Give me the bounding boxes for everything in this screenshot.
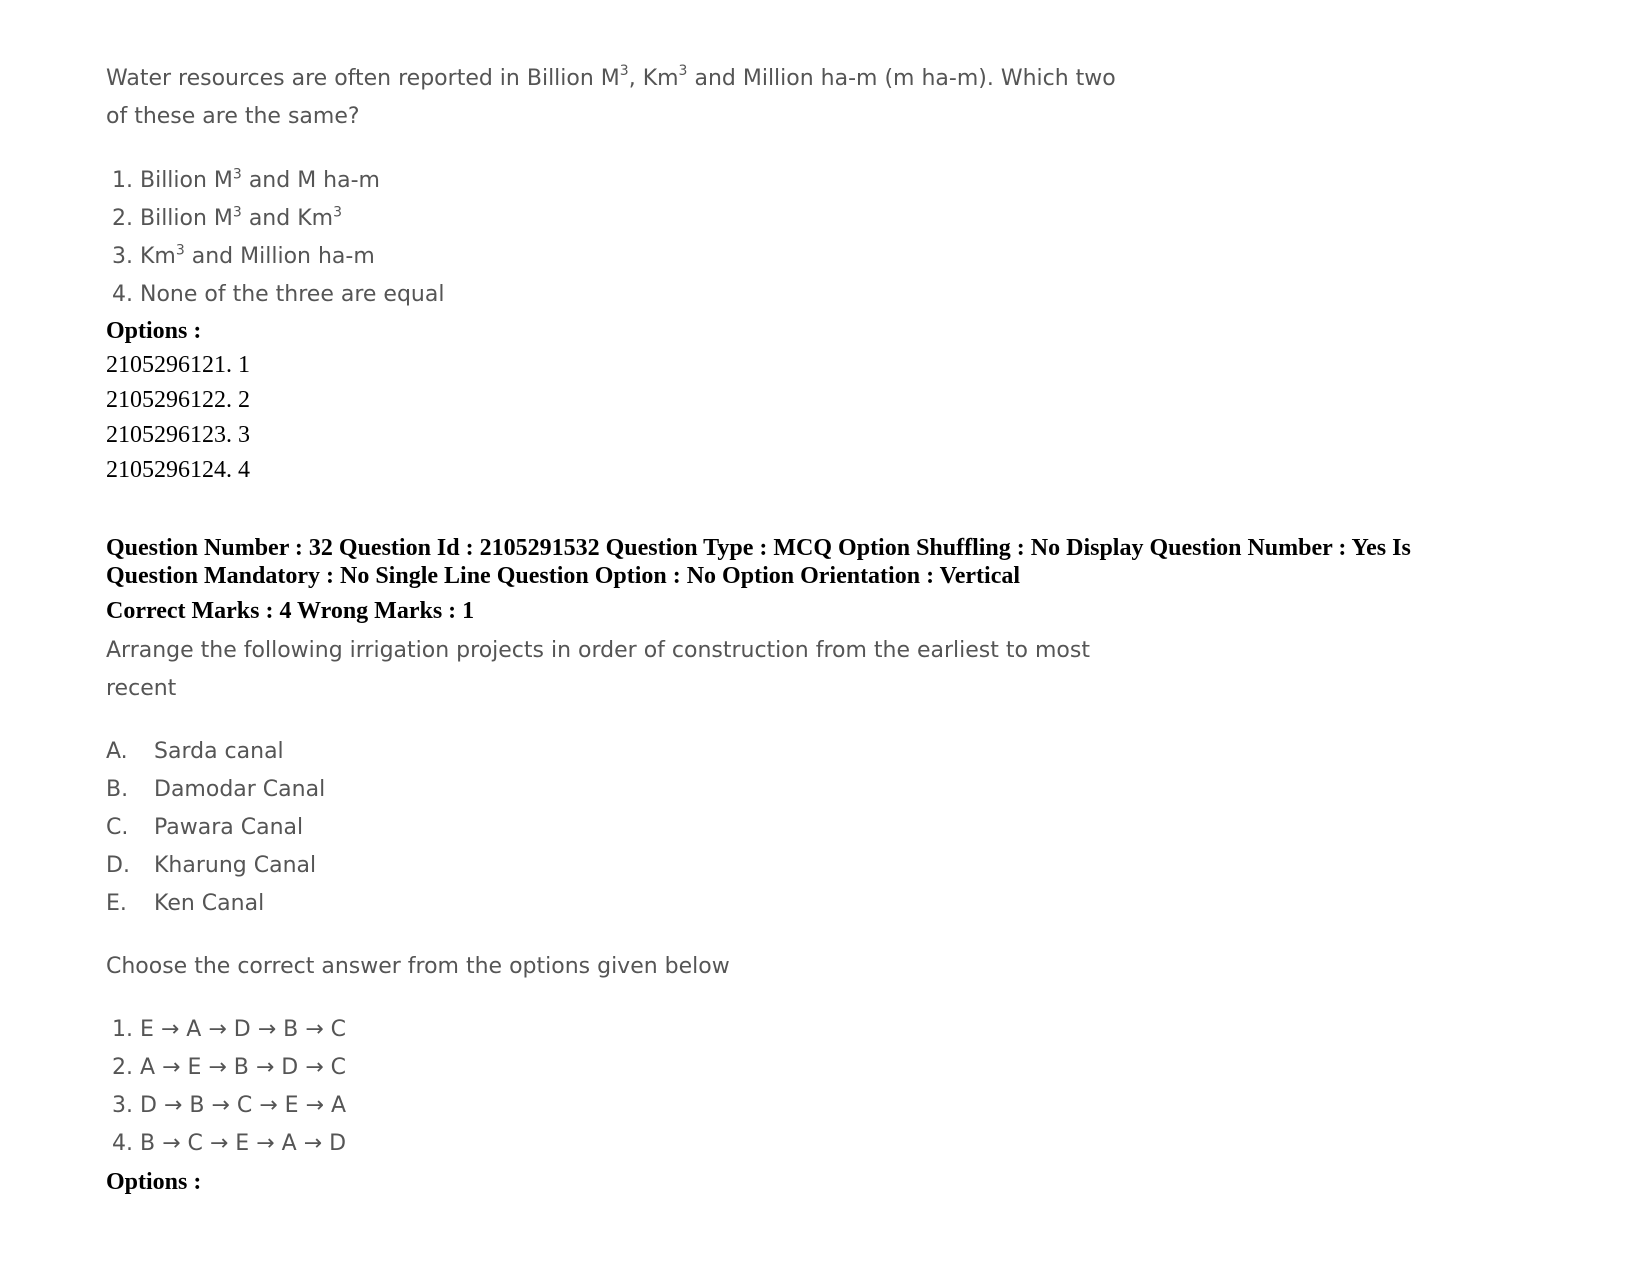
q31-choice-1-pre: 1. Billion M	[112, 168, 233, 193]
q32-stem-line2: recent	[106, 676, 177, 701]
q31-choice-3	[112, 242, 375, 272]
q31-stem-sup1: 3	[619, 62, 629, 79]
q31-option-2: 2105296122. 2	[106, 387, 250, 413]
q32-item-c-letter: C.	[106, 815, 129, 840]
q32-item-a-letter: A.	[106, 739, 128, 764]
q31-option-4: 2105296124. 4	[106, 457, 250, 483]
q32-meta	[106, 534, 1526, 590]
q32-item-b-letter: B.	[106, 777, 129, 802]
q31-choice-3-post: and Million ha-m	[184, 244, 375, 269]
q31-choice-4-pre: 4. None of the three are equal	[112, 282, 445, 307]
q32-choice-4: 4. B → C → E → A → D	[112, 1131, 347, 1156]
q31-choice-1-post: and M ha-m	[241, 168, 380, 193]
q31-stem-sup2: 3	[678, 62, 688, 79]
q31-stem-part3: and Million ha-m (m ha-m). Which two	[687, 66, 1116, 91]
q32-item-d-text: Kharung Canal	[154, 853, 317, 878]
q31-choice-2-sup2: 3	[333, 204, 342, 221]
q32-item-c-text: Pawara Canal	[154, 815, 304, 840]
q31-option-3: 2105296123. 3	[106, 422, 250, 448]
q31-choice-1	[112, 166, 380, 196]
q32-item-b	[106, 775, 325, 805]
q32-marks: Correct Marks : 4 Wrong Marks : 1	[106, 598, 475, 624]
q32-choice-2: 2. A → E → B → D → C	[112, 1055, 347, 1080]
q31-choice-2	[112, 204, 342, 234]
q31-option-1: 2105296121. 1	[106, 352, 250, 378]
q32-meta-line1: Question Number : 32 Question Id : 2105291532 Question Type : MCQ Option Shuffling : No Display Question Number : Yes Is	[106, 535, 1411, 561]
q32-options-label: Options :	[106, 1169, 202, 1195]
q32-instruction: Choose the correct answer from the options given below	[106, 954, 730, 979]
q32-item-e-text: Ken Canal	[154, 891, 265, 916]
q32-choice-1: 1. E → A → D → B → C	[112, 1017, 347, 1042]
q31-choice-2-post: and Km	[241, 206, 334, 231]
q32-item-e	[106, 889, 264, 919]
q32-item-c	[106, 813, 303, 843]
q32-meta-line2: Question Mandatory : No Single Line Question Option : No Option Orientation : Vertical	[106, 563, 1021, 589]
q31-choice-4	[112, 280, 444, 310]
q32-item-a-text: Sarda canal	[154, 739, 284, 764]
q31-choice-1-sup: 3	[232, 166, 242, 183]
q31-stem-line2: of these are the same?	[106, 104, 360, 129]
q31-stem-part1: Water resources are often reported in Billion M	[106, 66, 620, 91]
q32-item-b-text: Damodar Canal	[154, 777, 326, 802]
q31-choice-2-sup: 3	[232, 204, 242, 221]
q32-item-e-letter: E.	[106, 891, 127, 916]
q32-stem-line1: Arrange the following irrigation projects in order of construction from the earliest to most	[106, 638, 1090, 663]
q32-item-a	[106, 737, 284, 767]
q31-stem-line1	[106, 60, 1116, 98]
q32-item-d-letter: D.	[106, 853, 130, 878]
q31-choice-2-pre: 2. Billion M	[112, 206, 233, 231]
q31-choice-3-pre: 3. Km	[112, 244, 176, 269]
q31-choice-3-sup: 3	[175, 242, 185, 259]
q31-stem-part2: , Km	[628, 66, 679, 91]
q32-item-d	[106, 851, 316, 881]
q32-choice-3: 3. D → B → C → E → A	[112, 1093, 347, 1118]
q31-options-label: Options :	[106, 318, 202, 344]
